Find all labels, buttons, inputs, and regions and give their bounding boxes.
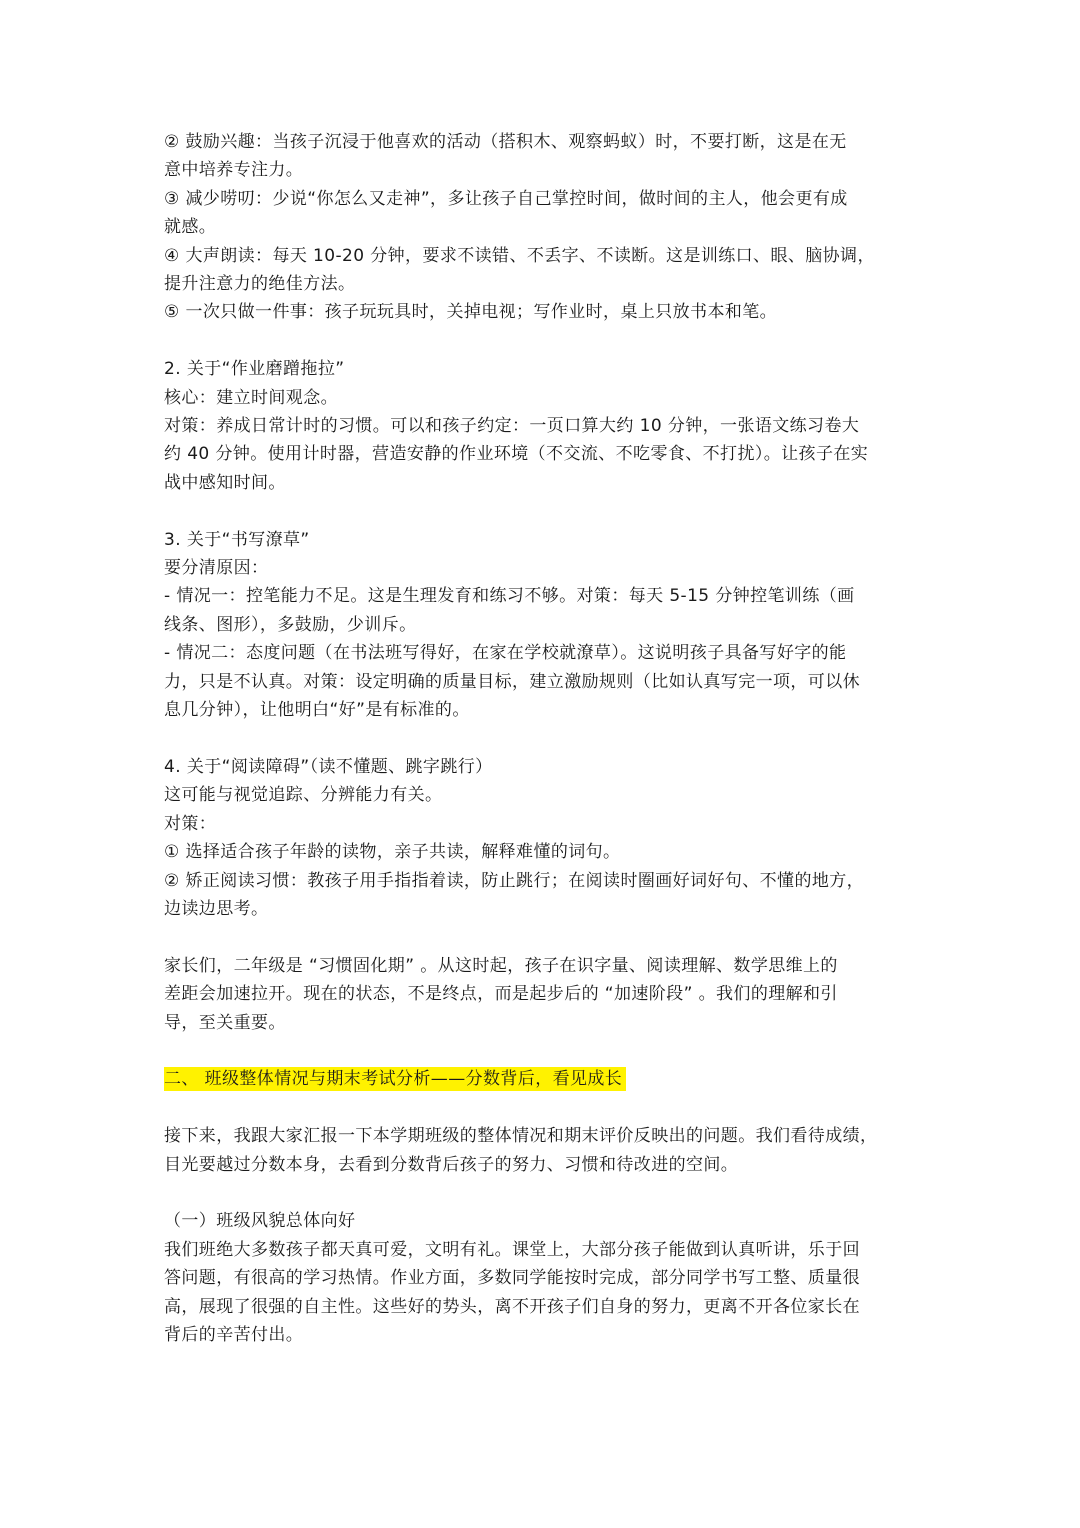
- text-line: 答问题，有很高的学习热情。作业方面，多数同学能按时完成，部分同学书写工整、质量很: [164, 1268, 860, 1289]
- highlighted-heading: 二、 班级整体情况与期末考试分析——分数背后，看见成长: [164, 1067, 626, 1091]
- class-atmosphere: [164, 1207, 924, 1349]
- section-sloppy-writing: [164, 526, 924, 725]
- text-line: - 情况一：控笔能力不足。这是生理发育和练习不够。对策：每天 5-15 分钟控笔训练（画: [164, 586, 855, 607]
- subsection-heading: 3. 关于“书写潦草”: [164, 529, 310, 550]
- text-line: 对策：: [164, 813, 217, 834]
- text-line: 我们班绝大多数孩子都天真可爱，文明有礼。课堂上，大部分孩子能做到认真听讲，乐于回: [164, 1239, 860, 1260]
- text-line: 差距会加速拉开。现在的状态，不是终点，而是起步后的 “加速阶段” 。我们的理解和引: [164, 984, 838, 1005]
- subsection-heading: 4. 关于“阅读障碍”（读不懂题、跳字跳行）: [164, 756, 493, 777]
- text-line: 对策：养成日常计时的习惯。可以和孩子约定：一页口算大约 10 分钟，一张语文练习卷大: [164, 416, 860, 437]
- text-line: 就感。: [164, 217, 217, 238]
- text-line: 战中感知时间。: [164, 472, 286, 493]
- section-homework-dawdling: [164, 355, 924, 497]
- subsection-heading: 2. 关于“作业磨蹭拖拉”: [164, 359, 345, 380]
- text-line: 核心：建立时间观念。: [164, 387, 338, 408]
- text-line: ⑤ 一次只做一件事：孩子玩玩具时，关掉电视；写作业时，桌上只放书本和笔。: [164, 302, 778, 323]
- text-line: ① 选择适合孩子年龄的读物，亲子共读，解释难懂的词句。: [164, 842, 621, 863]
- text-line: 家长们，二年级是 “习惯固化期” 。从这时起，孩子在识字量、阅读理解、数学思维上的: [164, 955, 838, 976]
- text-line: 提升注意力的绝佳方法。: [164, 274, 356, 295]
- focus-tips-list: [164, 128, 924, 327]
- text-line: 边读边思考。: [164, 898, 269, 919]
- text-line: 意中培养专注力。: [164, 160, 304, 181]
- text-line: 力，只是不认真。对策：设定明确的质量目标，建立激励规则（比如认真写完一项，可以休: [164, 671, 860, 692]
- text-line: ② 矫正阅读习惯：教孩子用手指指着读，防止跳行；在阅读时圈画好词好句、不懂的地方，: [164, 870, 865, 891]
- text-line: 线条、图形），多鼓励，少训斥。: [164, 614, 417, 635]
- text-line: ④ 大声朗读：每天 10-20 分钟，要求不读错、不丢字、不读断。这是训练口、眼、脑协调，: [164, 245, 875, 266]
- text-line: 导，至关重要。: [164, 1012, 286, 1033]
- section-heading: [164, 1065, 924, 1093]
- text-line: 息几分钟），让他明白“好”是有标准的。: [164, 700, 470, 721]
- text-line: 背后的辛苦付出。: [164, 1324, 304, 1345]
- section-reading-difficulty: [164, 753, 924, 923]
- text-line: 高，展现了很强的自主性。这些好的势头，离不开孩子们自身的努力，更离不开各位家长在: [164, 1296, 860, 1317]
- class-overview-intro: [164, 1122, 924, 1179]
- text-line: - 情况二：态度问题（在书法班写得好，在家在学校就潦草）。这说明孩子具备写好字的能: [164, 643, 847, 664]
- text-line: ③ 减少唠叨：少说“你怎么又走神”，多让孩子自己掌控时间，做时间的主人，他会更有成: [164, 188, 848, 209]
- text-line: 要分清原因：: [164, 558, 269, 579]
- parents-note: [164, 952, 924, 1037]
- text-line: 约 40 分钟。使用计时器，营造安静的作业环境（不交流、不吃零食、不打扰）。让孩子在实: [164, 444, 869, 465]
- text-line: ② 鼓励兴趣：当孩子沉浸于他喜欢的活动（搭积木、观察蚂蚁）时，不要打断，这是在无: [164, 132, 847, 152]
- text-line: 这可能与视觉追踪、分辨能力有关。: [164, 785, 443, 806]
- document-body: [164, 128, 924, 1349]
- subsection-heading: （一）班级风貌总体向好: [164, 1211, 356, 1232]
- text-line: 接下来，我跟大家汇报一下本学期班级的整体情况和期末评价反映出的问题。我们看待成绩，: [164, 1126, 878, 1147]
- text-line: 目光要越过分数本身，去看到分数背后孩子的努力、习惯和待改进的空间。: [164, 1154, 739, 1175]
